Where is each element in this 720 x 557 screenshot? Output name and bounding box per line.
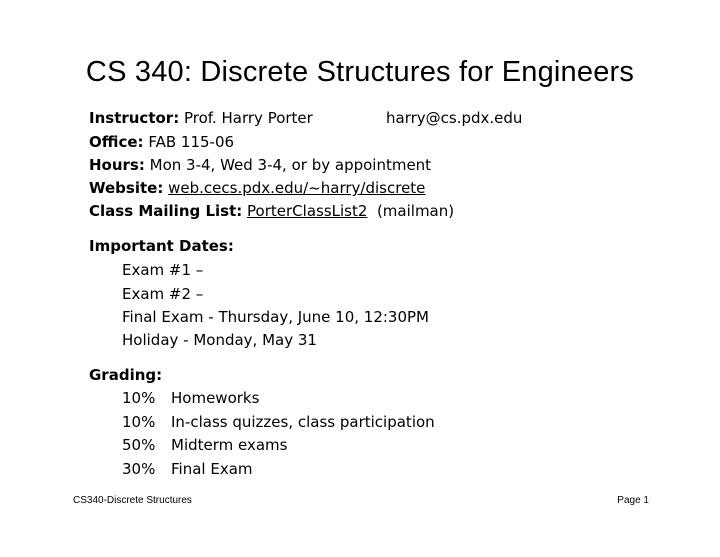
footer-page-number: Page 1 (617, 495, 649, 506)
grading-percent: 50% (122, 436, 156, 454)
mailing-list-line (89, 201, 454, 221)
grading-item (122, 412, 435, 432)
grading-heading: Grading: (89, 366, 163, 384)
grading-label: In-class quizzes, class participation (171, 413, 435, 431)
mailing-list-note: (mailman) (376, 202, 455, 220)
footer-course: CS340-Discrete Structures (73, 495, 192, 506)
office-line (89, 132, 234, 152)
grading-item (122, 459, 253, 479)
date-item: Final Exam - Thursday, June 10, 12:30PM (122, 308, 430, 326)
hours-label: Hours: (89, 156, 145, 174)
grading-item (122, 388, 259, 408)
date-item: Exam #2 – (122, 285, 204, 303)
grading-label: Midterm exams (171, 436, 288, 454)
slide-title: CS 340: Discrete Structures for Engineers (85, 56, 635, 88)
office-label: Office: (89, 133, 144, 151)
mailing-list-label: Class Mailing List: (89, 202, 243, 220)
grading-label: Homeworks (171, 389, 260, 407)
date-item: Exam #1 – (122, 261, 204, 279)
instructor-email: harry@cs.pdx.edu (386, 109, 523, 127)
grading-percent: 10% (122, 389, 156, 407)
grading-percent: 30% (122, 460, 156, 478)
mailing-list-link[interactable]: PorterClassList2 (247, 202, 368, 220)
date-item: Holiday - Monday, May 31 (122, 331, 317, 349)
grading-item (122, 435, 287, 455)
website-link[interactable]: web.cecs.pdx.edu/~harry/discrete (168, 179, 426, 197)
website-label: Website: (89, 179, 164, 197)
grading-percent: 10% (122, 413, 156, 431)
hours-line (89, 155, 431, 175)
website-line (89, 178, 425, 198)
office-value: FAB 115-06 (148, 133, 235, 151)
instructor-name: Prof. Harry Porter (183, 109, 313, 127)
hours-value: Mon 3-4, Wed 3-4, or by appointment (149, 156, 432, 174)
important-dates-heading: Important Dates: (89, 237, 234, 255)
instructor-line (89, 108, 313, 128)
instructor-label: Instructor: (89, 109, 180, 127)
grading-label: Final Exam (171, 460, 253, 478)
